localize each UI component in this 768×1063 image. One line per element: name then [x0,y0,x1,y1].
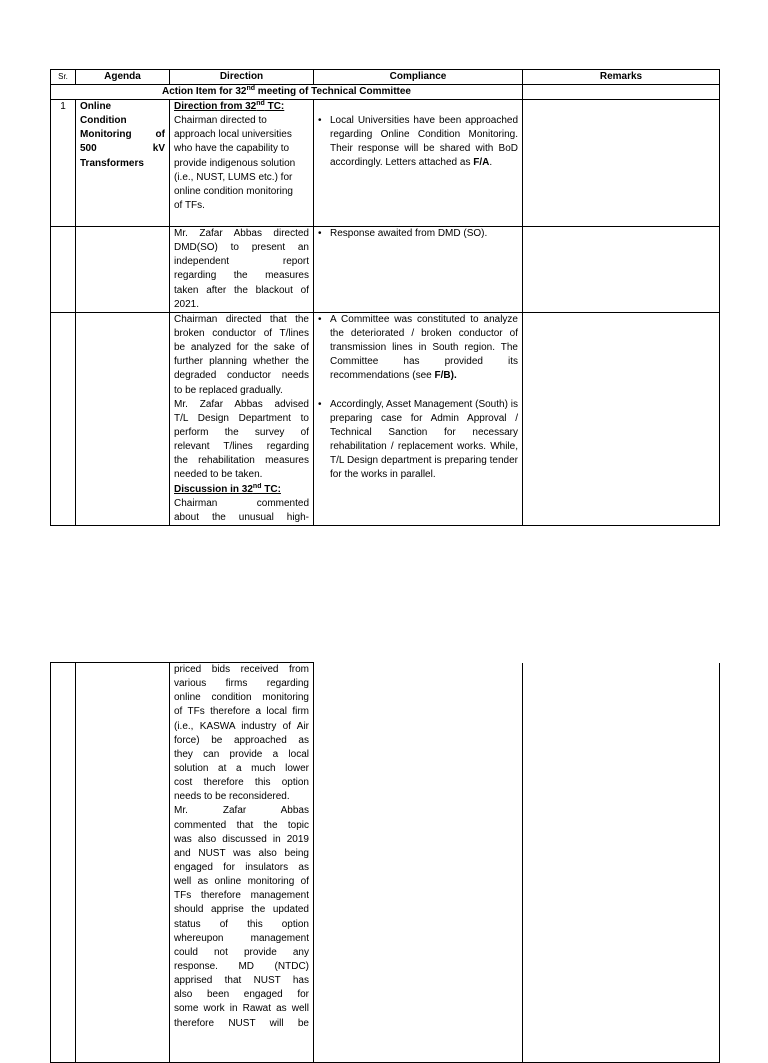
direction-line: online condition monitoring [174,185,293,197]
direction-line: various firms regarding [174,678,309,690]
direction-line: solution at a much lower [174,762,309,774]
agenda-cell [76,663,170,1063]
direction-cell [170,312,314,525]
table-title [51,85,523,100]
direction-line: also been engaged for [174,989,309,1001]
direction-line: they can provide a local [174,748,309,760]
direction-line: some work in Rawat as well [174,1003,309,1015]
direction-line: T/L Design Department to [174,412,309,424]
direction-line: 2021. [174,298,200,310]
paragraph-gap [318,384,518,398]
direction-line: approach local universities [174,129,292,141]
direction-line: Mr. Zafar Abbas directed [174,228,309,239]
header-remarks: Remarks [523,70,720,85]
compliance-text: A Committee was constituted to analyze the deteriorated / broken conductor of transmission lines in South region. The Committee has provided its recommendations (see [330,313,518,382]
header-direction: Direction [170,70,314,85]
table-title-prefix: Action Item for 32 [162,86,247,97]
action-items-table-continued [50,662,720,1063]
compliance-attachment-ref: F/A [473,157,490,169]
direction-line: regarding the measures [174,270,309,282]
discussion-heading-sup: nd [252,482,262,490]
header-sr: Sr. [51,70,76,85]
compliance-bullet [318,313,518,384]
agenda-line: Transformers [80,157,144,169]
direction-line: status of this option [174,918,309,930]
compliance-cell [314,100,523,227]
header-compliance: Compliance [314,70,523,85]
direction-line: apprised that NUST has [174,975,309,987]
agenda-line: Condition [80,115,127,127]
direction-line: (i.e., KASWA industry of Air [174,720,309,732]
direction-line: therefore NUST will be [174,1017,309,1029]
compliance-bullet: • Response awaited from DMD (SO). [318,227,518,241]
row-sr-number [51,663,76,1063]
direction-line: online condition monitoring [174,692,309,704]
direction-cell [170,663,314,1063]
direction-line: further planning whether the [174,356,309,368]
direction-line: be analyzed for the sake of [174,342,309,354]
direction-line: should apprise the updated [174,904,309,916]
direction-heading-suffix: TC: [264,101,285,112]
direction-line: and NUST was also being [174,847,309,859]
compliance-bullet: • Accordingly, Asset Management (South) is preparing case for Admin Approval / Technical Sanction for necessary rehabilitation / replacement works. While, T/L Design department is preparing tender for the works in parallel. [318,398,518,483]
direction-cell [170,100,314,227]
agenda-line: Online [80,101,112,112]
direction-heading-prefix: Direction from 32 [174,101,257,112]
agenda-line: Monitoring of [80,129,165,141]
remarks-cell [523,100,720,227]
row-sr-number [51,227,76,313]
table-title-row [51,85,720,100]
direction-line: DMD(SO) to present an [174,242,309,254]
compliance-text: Local Universities have been approached regarding Online Condition Monitoring. Their response will be shared with BoD accordingly. Letters attached as [330,115,518,169]
direction-line: Chairman directed that the [174,313,309,325]
direction-heading-sup: nd [256,100,265,107]
table-title-suffix: meeting of Technical Committee [255,86,411,97]
direction-line: perform the survey of [174,426,309,438]
direction-line: TFs therefore management [174,890,309,902]
title-remarks-cell [523,85,720,100]
direction-line: force) be approached as [174,734,309,746]
table-row [51,227,720,313]
discussion-heading-suffix: TC: [261,483,281,495]
direction-line: degraded conductor needs [174,370,309,382]
direction-line: commented that the topic [174,819,309,831]
action-items-table [50,69,720,526]
direction-line: the rehabilitation measures [174,455,309,467]
agenda-cell [76,227,170,313]
compliance-cell [314,312,523,525]
direction-line: engaged for insulators as [174,861,309,873]
direction-line: response. MD (NTDC) [174,960,309,972]
compliance-end: . [489,157,493,169]
direction-line: broken conductor of T/lines [174,327,309,339]
direction-line: Chairman directed to [174,115,267,127]
direction-cell [170,227,314,313]
direction-line: of TFs therefore a local firm [174,706,309,718]
direction-line: cost therefore this option [174,777,309,789]
table-row [51,312,720,525]
table-row [51,663,720,1063]
table-row [51,100,720,227]
direction-line: priced bids received from [174,664,309,675]
remarks-cell [523,312,720,525]
direction-line: relevant T/lines regarding [174,441,309,453]
compliance-attachment-ref: F/B). [434,370,457,382]
compliance-cell [314,663,523,1063]
direction-line: who have the capability to [174,143,290,155]
row-sr-number [51,312,76,525]
agenda-cell [76,100,170,227]
direction-line: could not provide any [174,946,309,958]
direction-line: whereupon management [174,932,309,944]
direction-line: provide indigenous solution [174,157,296,169]
direction-line: Chairman commented [174,497,309,509]
row-sr-number: 1 [51,100,76,227]
table-title-sup: nd [246,85,256,92]
table-header-row [51,70,720,85]
direction-line: (i.e., NUST, LUMS etc.) for [174,171,293,183]
direction-line: of TFs. [174,199,205,211]
direction-line: to be replaced gradually. [174,384,283,396]
direction-line: taken after the blackout of [174,284,309,296]
direction-heading [174,100,309,114]
remarks-cell [523,227,720,313]
agenda-line: 500 kV [80,143,165,155]
compliance-bullet [318,114,518,171]
direction-line: independent report [174,256,309,268]
compliance-cell [314,227,523,313]
direction-line: about the unusual high- [174,511,309,523]
remarks-cell [523,663,720,1063]
direction-line: needs to be reconsidered. [174,791,290,803]
agenda-cell [76,312,170,525]
direction-line: Mr. Zafar Abbas advised [174,398,309,410]
direction-line: needed to be taken. [174,469,263,481]
discussion-heading [174,483,309,497]
header-agenda: Agenda [76,70,170,85]
discussion-heading-prefix: Discussion in 32 [174,483,253,495]
direction-line: well as online monitoring of [174,876,309,888]
direction-line: was also discussed in 2019 [174,833,309,845]
direction-line: Mr. Zafar Abbas [174,805,309,817]
